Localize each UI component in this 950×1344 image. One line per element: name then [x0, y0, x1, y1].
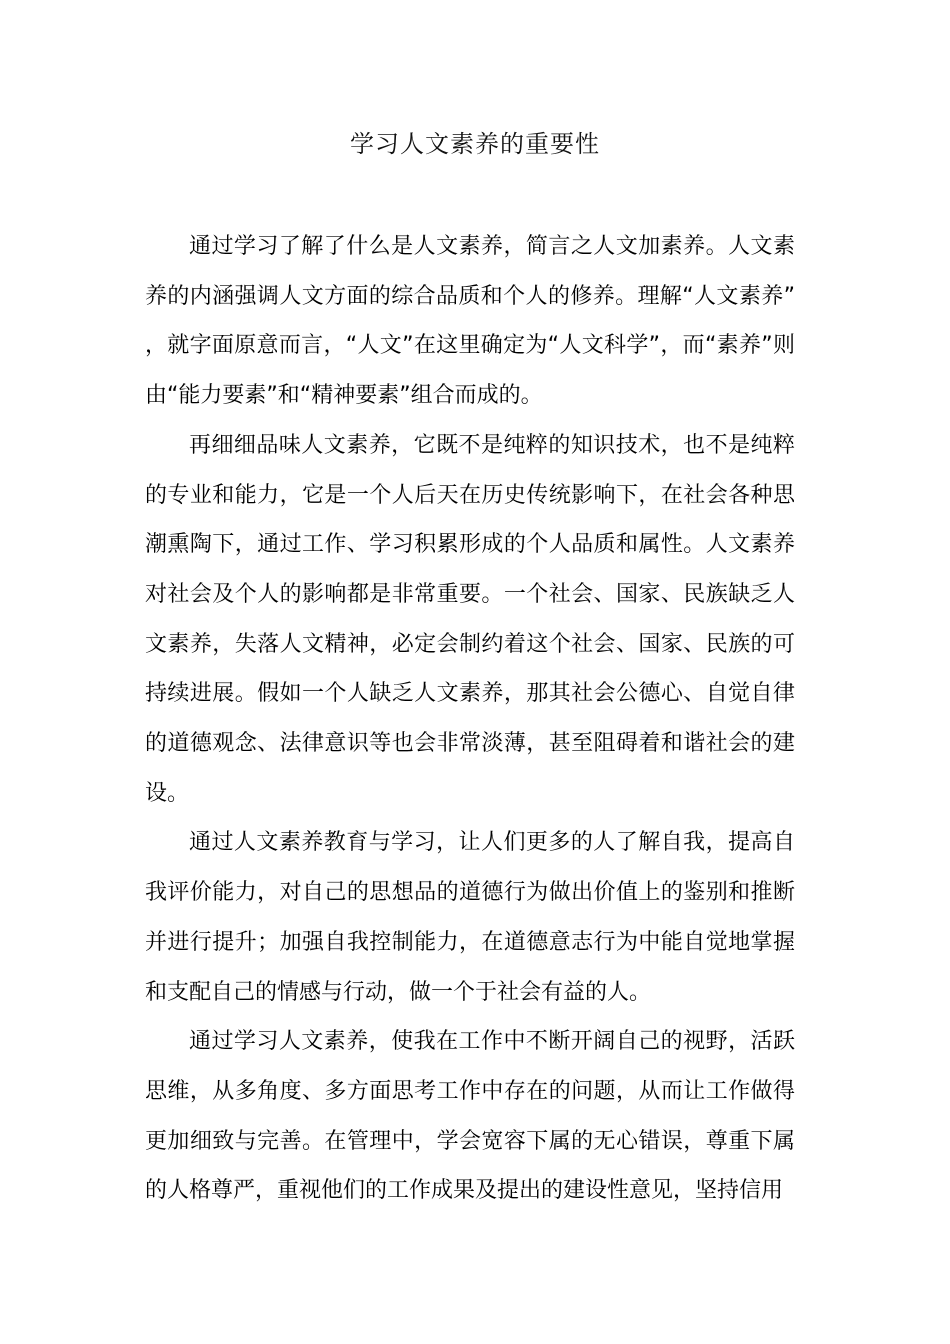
- document-title: 学习人文素养的重要性: [350, 130, 600, 158]
- paragraph: 通过人文素养教育与学习，让人们更多的人了解自我，提高自我评价能力，对自己的思想品的道德行为做出价值上的鉴别和推断并进行提升；加强自我控制能力，在道德意志行为中能自觉地掌握和支配自己的情感与行动，做一个于社会有益的人。: [145, 830, 795, 1005]
- paragraph: 再细细品味人文素养，它既不是纯粹的知识技术，也不是纯粹的专业和能力，它是一个人后天在历史传统影响下，在社会各种思潮熏陶下，通过工作、学习积累形成的个人品质和属性。人文素养对社会及个人的影响都是非常重要。一个社会、国家、民族缺乏人文素养，失落人文精神，必定会制约着这个社会、国家、民族的可持续进展。假如一个人缺乏人文素养，那其社会公德心、自觉自律的道德观念、法律意识等也会非常淡薄，甚至阻碍着和谐社会的建设。: [145, 432, 795, 806]
- paragraph: 通过学习了解了什么是人文素养，简言之人文加素养。人文素养的内涵强调人文方面的综合品质和个人的修养。理解“人文素养”，就字面原意而言，“人文”在这里确定为“人文科学”，而“素养”则由“能力要素”和“精神要素”组合而成的。: [145, 234, 795, 409]
- document-body: [145, 222, 795, 1216]
- paragraph: 通过学习人文素养，使我在工作中不断开阔自己的视野，活跃思维，从多角度、多方面思考工作中存在的问题，从而让工作做得更加细致与完善。在管理中，学会宽容下属的无心错误，尊重下属的人格尊严，重视他们的工作成果及提出的建设性意见，坚持信用: [145, 1029, 795, 1204]
